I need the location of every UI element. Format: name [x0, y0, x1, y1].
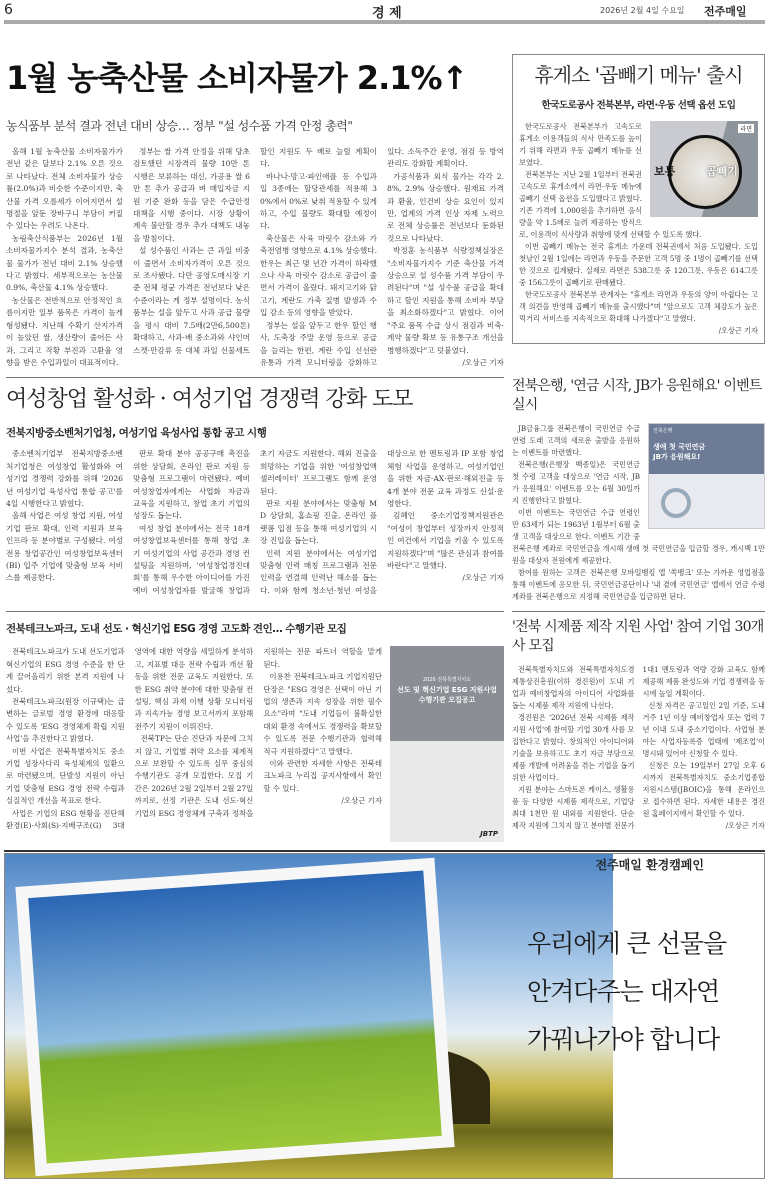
poster-org: 2026 전북특별자치도 [422, 677, 472, 684]
slogan-line: 안겨다주는 대자연 [527, 977, 720, 1007]
divider [6, 377, 504, 378]
paragraph: 올해 1월 농축산물 소비자물가가 전년 같은 달보다 2.1% 오른 것으로 나타났다. 전체 소비자물가 상승률(2.0%)과 비슷한 수준이지만, 축산물 가격 오름세가 이어지면서 설 명절을 앞둔 장바구니 부담이 커질 수 있다는 우려도 나온다. [6, 147, 123, 231]
image-label-large: 곱빼기 [706, 165, 738, 178]
paragraph: 이번 곱빼기 메뉴는 전국 휴게소 가운데 전북권에서 처음 도입됐다. 도입 첫날인 2월 1일에는 라면과 우동을 주문한 고객 5명 중 1명이 곱빼기를 선택한 것으로 집계됐다. 실제로 라면은 538그릇 중 120그릇, 우동은 614그릇 중 156그릇이 곱빼기로 판매됐다. [519, 242, 758, 287]
article-body-a3 [6, 448, 504, 597]
noodle-photo [650, 121, 758, 217]
jb-event-poster [648, 423, 765, 529]
byline: /오상근 기자 [341, 796, 382, 806]
paragraph: 농산물은 전반적으로 안정적인 흐름이지만 일부 품목은 가격이 높게 형성됐다. 지난해 수확기 산지가격이 높았던 쌀, 생산량이 줄어든 사과, 그리고 작황 부진과 고환율 영향을 받은 수입과일이 대표적이다. [6, 295, 123, 367]
row-middle [4, 377, 765, 603]
paragraph: 경진원은 '2026년 전북 시제품 제작 지원 사업'에 참여할 기업 30개 사를 모집한다고 밝혔다. 창의적인 아이디어와 기술을 보유하고도 초기 자금 부담으로 제품 개발에 어려움을 겪는 기업을 돕기 위한 사업이다. [512, 713, 635, 783]
subhead-a1: 농식품부 분석 결과 전년 대비 상승… 정부 "설 성수품 가격 안정 총력" [6, 119, 353, 133]
poster-brand: 전북은행 [653, 428, 673, 435]
poster-line2: JB가 응원해요! [653, 453, 701, 462]
paragraph: 한국도로공사 전북본부 관계자는 "휴게소 라면과 우동의 양이 아쉽다는 고객 의견을 반영해 곱빼기 메뉴를 출시했다"며 "앞으로도 고객 체감도가 높은 먹거리 서비스를 지속적으로 확대해 나가겠다"고 말했다. [519, 290, 758, 323]
byline: /오상근 기자 [725, 821, 765, 831]
article-body-a1 [6, 146, 504, 369]
issue-date: 2026년 2월 4일 수요일 [600, 6, 685, 15]
subhead-a3: 전북지방중소벤처기업청, 여성기업 육성사업 통합 공고 시행 [6, 427, 267, 440]
divider [4, 850, 765, 852]
slogan-line: 우리에게 큰 선물을 [527, 929, 727, 959]
paragraph: 전북은행(은행장 백종일)은 국민연금 첫 수령 고객을 대상으로 '연금 시작, JB가 응원해요' 이벤트를 오는 6월 30일까지 진행한다고 밝혔다. [512, 460, 640, 506]
paragraph: 올해 사업은 여성 창업 지원, 여성기업 판로 확대, 인력 지원과 보육 인프라 등 분야별로 구성됐다. 여성 전용 창업공간인 여성창업보육센터(BI) 입주 기업에 맞춤형 보육 서비스를 제공한다. [6, 511, 123, 583]
headline-a2: 휴게소 '곱빼기 메뉴' 출시 [534, 63, 743, 87]
paragraph: 이용찬 전북테크노파크 기업지원단 단장은 "ESG 경영은 선택이 아닌 기업의 생존과 지속 성장을 위한 필수 요소"라며 "도내 기업들이 불확실한 대외 환경 속에서도 경쟁력을 확보할 수 있도록 전문 수행기관과 협력해 적극 지원하겠다"고 말했다. [263, 672, 382, 756]
article-a3 [4, 377, 506, 597]
paragraph: 신청 자격은 공고일인 2일 기준, 도내 거주 1년 이상 예비창업자 또는 업력 7년 이내 도내 중소기업이다. 사업형 분야는 사업자등록증 업태에 '제조업'이 명시돼 있어야 신청할 수 있다. [642, 701, 765, 759]
row-lower [4, 611, 765, 842]
paragraph: 전북본부는 지난 2월 1일부터 전북권 고속도로 휴게소에서 라면·우동 메뉴에 곱빼기 선택 옵션을 도입했다고 밝혔다. 기존 가격에 1,000원을 추가하면 음식량을 약 1.5배로 늘려 제공하는 방식으로, 이용객이 식사량과 취향에 맞게 선택할 수 있도록 했다. [519, 170, 702, 239]
esg-poster [390, 646, 504, 842]
image-label-normal: 보통 [654, 165, 676, 178]
jbtp-logo: JBTP [480, 830, 498, 839]
campaign-label: 전주매일 환경캠페인 [595, 858, 704, 873]
headline-a1: 1월 농축산물 소비자물가 2.1%↑ [6, 59, 468, 97]
page-number: 6 [4, 2, 13, 18]
environment-campaign-ad [4, 853, 765, 1179]
page-header [0, 0, 769, 20]
row-top [4, 54, 765, 369]
page-content [0, 54, 769, 1179]
paragraph: 이번 이벤트는 국민연금 수급 연령인 만 63세가 되는 1963년 1월부터 6월 출생 고객을 대상으로 한다. 이벤트 기간 중 전북은행 계좌로 국민연금을 개시해 생애 첫 국민연금을 입금할 경우, 캐시백 1만 원을 대상자 전원에게 제공한다. [512, 508, 765, 566]
headline-a3: 여성창업 활성화 · 여성기업 경쟁력 강화 도모 [6, 387, 413, 413]
byline: /오상근 기자 [462, 357, 504, 367]
article-a1 [4, 54, 506, 369]
paragraph: 중소벤처기업부 전북지방중소벤처기업청은 여성창업 활성화와 여성기업 경쟁력 강화를 위해 '2026년 여성기업 육성사업 통합 공고'를 4일 시행한다고 밝혔다. [6, 449, 123, 508]
paragraph: 신청은 오는 19일부터 27일 오후 6시까지 전북특별자치도 중소기업종합지원시스템(JBOIC)을 통해 온라인으로 접수하면 된다. 자세한 내용은 경진원 홈페이지에서 확인할 수 있다. [642, 761, 765, 819]
article-a4 [512, 377, 765, 603]
paragraph: 가공식품과 외식 물가는 각각 2.8%, 2.9% 상승했다. 원재료 가격과 환율, 인건비 상승 요인이 있지만, 업계의 가격 인상 자제 노력으로 전체 상승률은 전년보다 둔화된 것으로 나타났다. [387, 171, 504, 243]
paragraph: 한국도로공사 전북본부가 고속도로 휴게소 이용객들의 식사 만족도를 높이기 위해 라면과 우동 곱빼기 메뉴를 선보였다. [519, 122, 642, 167]
paragraph: 농림축산식품부는 2026년 1월 소비자물가지수 분석 결과, 농축산물 물가가 전년 대비 2.1% 상승했다고 밝혔다. 세부적으로는 농산물 0.9%, 축산물 4.1% 상승했다. [6, 233, 123, 293]
byline: /오상근 기자 [462, 573, 504, 583]
poster-line1: 생애 첫 국민연금 [653, 443, 706, 452]
article-body-a6 [512, 664, 765, 832]
paragraph: 판로 지원 분야에서는 맞춤형 MD 상담회, 홈쇼핑 진출, 온라인 플랫폼 입점 등을 통해 여성기업의 시장 진입을 돕는다. [260, 498, 377, 546]
divider [512, 611, 765, 612]
paragraph: 지원 분야는 스마트폰 케이스, 생활용품 등 다양한 시제품 제작으로, 기업당 최대 1천만 원 내외를 지원한다. 단순 제작 지원에 그치지 않고 분야별 전문가 1대1 멘토링과 역량 강화 교육도 함께 제공해 제품 완성도와 기업 경쟁력을 동시에 높일 계획이다. [512, 665, 766, 831]
slogan-line: 가꿔나가야 합니다 [527, 1025, 720, 1055]
paragraph: 전북특별자치도와 전북특별자치도경제통상진흥원(이하 경진원)이 도내 기업과 예비창업자의 아이디어 사업화를 돕는 시제품 제작 지원에 나선다. [512, 665, 635, 711]
paragraph: 판로 확대 분야 공공구매 촉진을 위한 상담회, 온라인 판로 지원 등 맞춤형 프로그램이 마련됐다. 예비 여성창업자에게는 사업화 자금과 교육을 지원하고, 창업 초기 기업의 성장도 돕는다. [133, 449, 250, 521]
paragraph: 설 성수품인 사과는 큰 과일 비중이 줄면서 소비자가격이 오른 것으로 조사됐다. 다만 공영도매시장 기준 전체 평균 가격은 전년보다 낮은 수준이라는 게 정부 설명이다. 농식품부는 설을 앞두고 사과 공급 물량을 평시 대비 7.5배(2만6,500톤) 확대하고, 사과·배 중소과와 샤인머스켓·만감류 등 대체 과일 선물세트 할인 지원도 두 배로 늘릴 계획이다. [133, 147, 377, 355]
paragraph: 축산물은 사육 마릿수 감소와 가축전염병 영향으로 4.1% 상승했다. 한우는 최근 몇 년간 가격이 하락했으나 사육 마릿수 감소로 공급이 줄면서 가격이 올랐다. 돼지고기와 닭고기, 계란도 가축 질병 발생과 수입 감소 등의 영향을 받았다. [260, 233, 377, 318]
article-a5 [4, 611, 506, 842]
divider [6, 611, 504, 612]
subhead-a2: 한국도로공사 전북본부, 라면·우동 선택 옵션 도입 [541, 100, 736, 111]
article-body-a5 [6, 646, 382, 832]
image-tag: 라면 [740, 126, 752, 133]
paragraph: 인력 지원 분야에서는 여성기업 맞춤형 인력 매칭 프로그램과 전문 인력을 연결해 인력난 해소를 돕는다. 이와 함께 청소년·청년 여성을 대상으로 한 멘토링과 IP 포함 창업체험 사업을 운영하고, 여성기업인을 위한 자금·AX·판로·해외진출 등 4개 분야 전문 교육 과정도 신설·운영한다. [260, 449, 504, 595]
paragraph: 바나나·망고·파인애플 등 수입과일 3종에는 할당관세를 적용해 30%에서 0%로 낮춰 적용할 수 있게 하고, 수입 물량도 확대할 예정이다. [260, 171, 377, 231]
paragraph: 전북TP는 단순 진단과 자문에 그치지 않고, 기업별 취약 요소를 체계적으로 보완할 수 있도록 실무 중심의 수행기관도 공개 모집한다. 모집 기간은 2026년 2월 2일부터 2월 27일까지로, 선정 기관은 도내 선도·혁신기업의 ESG 경영체계 구축과 정착을 지원하는 전문 파트너 역할을 맡게 된다. [134, 647, 382, 818]
section-name: 경 제 [372, 6, 402, 21]
paragraph: 참여를 원하는 고객은 전북은행 모바일뱅킹 앱 '쏙뱅크' 또는 가까운 영업점을 통해 이벤트에 응모한 뒤, 국민연금공단이나 '내 곁에 국민연금' 앱에서 연금 수령 계좌를 전북은행으로 지정해 국민연금을 입금하면 된다. [512, 568, 765, 602]
paragraph: 전북테크노파크가 도내 선도기업과 혁신기업의 ESG 경영 수준을 한 단계 끌어올리기 위한 본격 지원에 나섰다. [6, 647, 125, 694]
article-box-a2 [512, 54, 765, 344]
campaign-slogan [527, 920, 726, 1064]
newspaper-name: 전주매일 [704, 5, 747, 18]
paragraph: 이번 사업은 전북특별자치도 중소기업 성장사다리 육성체계의 일환으로 마련됐으며, 단발성 지원이 아닌 기업 맞춤형 ESG 경영 전략 수립과 실질적인 개선을 목표로 한다. [6, 746, 125, 806]
paragraph: 여성 창업 분야에서는 전국 18개 여성창업보육센터를 통해 창업 초기 여성기업의 사업 공간과 경영 컨설팅을 지원하며, '여성창업경진대회'를 통해 우수한 아이디어를 가진 예비 여성창업자를 발굴해 창업과 초기 자금도 지원한다. 해외 진출을 희망하는 기업을 위한 '여성창업액셀러레이터' 프로그램도 함께 운영된다. [133, 449, 377, 595]
paragraph: 정부는 쌀 가격 안정을 위해 당초 검토했던 시장격리 물량 10만 톤 시행은 보류하는 대신, 가공용 쌀 6만 톤 추가 공급과 벼 매입자금 지원 기준 완화 등을 담은 수급안정 대책을 시행 중이다. 시장 상황이 계속 불안할 경우 추가 대책도 내놓을 방침이다. [133, 147, 250, 243]
byline: /오상근 기자 [718, 326, 758, 335]
paragraph: 김혜인 중소기업정책지원관은 "여성이 창업부터 성장까지 안정적인 여건에서 기업을 키울 수 있도록 지원하겠다"며 "많은 관심과 참여를 바란다"고 말했다. [387, 511, 504, 570]
paragraph: 사업은 기업의 ESG 현황을 진단해 환경(E)·사회(S)·지배구조(G) 3대 영역에 대한 역량을 세밀하게 분석하고, 지표별 대응 전략 수립과 개선 활동을 위한 전문 교육도 지원한다. 또한 ESG 취약 분야에 대한 맞춤형 컨설팅, 핵심 과제 이행 상황 모니터링과 지속가능 경영 보고서까지 포함해 전주기 지원이 이뤄진다. [6, 647, 254, 830]
paragraph: 전북테크노파크(원장 이규택)는 급변하는 글로벌 경영 환경에 대응할 수 있도록 'ESG 경영체계 확립 지원사업'을 추진한다고 밝혔다. [6, 696, 125, 744]
photo-frame [15, 858, 454, 1177]
paragraph: 박정훈 농식품부 식량정책실장은 "소비자물가지수 기준 축산물 가격 상승으로 설 성수품 가격 부담이 우려된다"며 "설 성수품 공급을 확대하고 할인 지원을 통해 소비자 부담을 최소화하겠다"고 밝혔다. 이어 "주요 품목 수급 상시 점검과 비축·계약 물량 확보 등 유통구조 개선을 병행하겠다"고 덧붙였다. [387, 246, 504, 355]
headline-a6: '전북 시제품 제작 지원 사업' 참여 기업 30개사 모집 [512, 619, 764, 655]
poster-line1: 선도 및 혁신기업 ESG 지원사업 [397, 686, 497, 695]
paragraph: JB금융그룹 전북은행이 국민연금 수급 연령 도래 고객의 새로운 출발을 응원하는 이벤트를 마련했다. [512, 424, 640, 458]
paragraph: 이와 관련한 자세한 사항은 전북테크노파크 누리집 공지사항에서 확인할 수 있다. [263, 758, 382, 793]
poster-line2: 수행기관 모집공고 [418, 696, 476, 705]
paragraph: 정부는 설을 앞두고 한우 할인 행사, 도축장 주말 운영 등으로 공급을 늘리는 한편, 계란 수입 신선란 유통과 가격 모니터링을 강화하고 있다. 소독주간 운영, 점검 등 방역 관리도 강화할 계획이다. [260, 147, 504, 367]
headline-a5: 전북테크노파크, 도내 선도 · 혁신기업 ESG 경영 고도화 견인… 수행기관 모집 [6, 623, 347, 636]
article-a6 [512, 611, 765, 832]
headline-a4: 전북은행, '연금 시작, JB가 응원해요' 이벤트 실시 [512, 378, 762, 414]
